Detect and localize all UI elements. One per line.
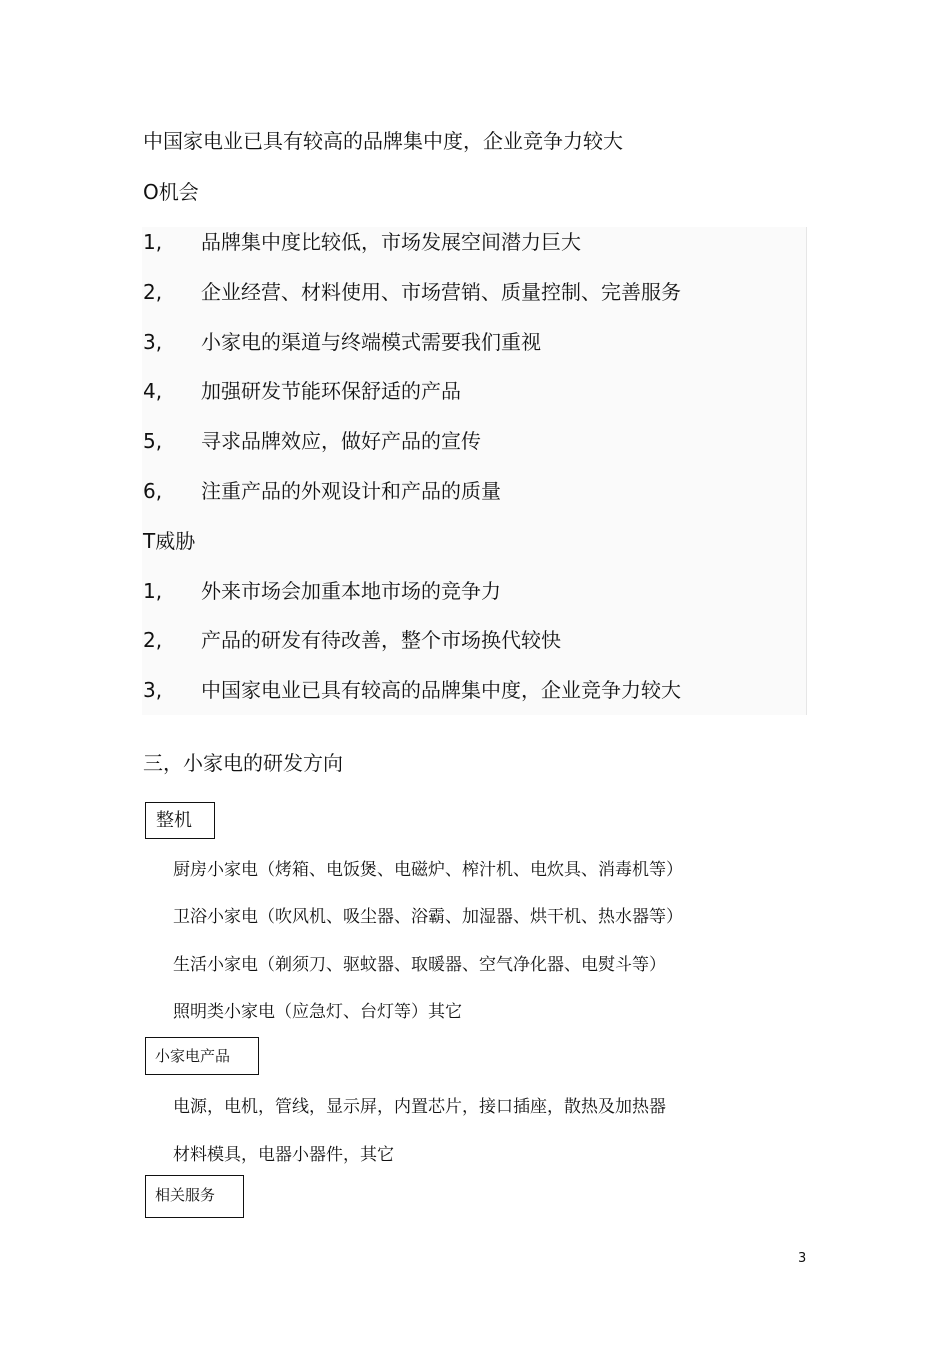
appliance-products-label: 小家电产品	[145, 1037, 259, 1075]
item-text: 注重产品的外观设计和产品的质量	[201, 479, 501, 503]
opportunity-item	[143, 329, 541, 355]
item-number: 3,	[143, 330, 163, 354]
page-number: 3	[798, 1251, 807, 1266]
item-text: 加强研发节能环保舒适的产品	[201, 379, 461, 403]
item-number: 6,	[143, 479, 163, 503]
item-text: 品牌集中度比较低，市场发展空间潜力巨大	[201, 230, 581, 254]
item-number: 2,	[143, 280, 163, 304]
opportunity-item	[143, 229, 581, 255]
threat-item	[143, 677, 681, 703]
item-text: 中国家电业已具有较高的品牌集中度，企业竞争力较大	[201, 678, 681, 702]
threat-item	[143, 578, 501, 604]
opportunity-item	[143, 428, 481, 454]
intro-line: 中国家电业已具有较高的品牌集中度，企业竞争力较大	[143, 129, 623, 153]
item-number: 3,	[143, 678, 163, 702]
section-title: 三，小家电的研发方向	[143, 751, 343, 775]
opportunity-item	[143, 378, 461, 404]
opportunity-item	[143, 279, 681, 305]
appliance-products-line: 电源，电机，管线，显示屏，内置芯片，接口插座，散热及加热器	[173, 1097, 666, 1117]
whole-machine-line: 生活小家电（剃须刀、驱蚊器、取暖器、空气净化器、电熨斗等）	[173, 955, 666, 975]
item-text: 产品的研发有待改善，整个市场换代较快	[201, 628, 561, 652]
whole-machine-label: 整机	[145, 802, 215, 839]
item-number: 4,	[143, 379, 163, 403]
related-services-label: 相关服务	[145, 1175, 244, 1218]
item-text: 寻求品牌效应，做好产品的宣传	[201, 429, 481, 453]
threats-heading: T威胁	[143, 529, 196, 553]
item-text: 外来市场会加重本地市场的竞争力	[201, 579, 501, 603]
whole-machine-line: 厨房小家电（烤箱、电饭煲、电磁炉、榨汁机、电炊具、消毒机等）	[173, 860, 683, 880]
whole-machine-line: 卫浴小家电（吹风机、吸尘器、浴霸、加湿器、烘干机、热水器等）	[173, 907, 683, 927]
item-text: 小家电的渠道与终端模式需要我们重视	[201, 330, 541, 354]
appliance-products-line: 材料模具，电器小器件，其它	[173, 1145, 394, 1165]
item-number: 1,	[143, 230, 163, 254]
whole-machine-line: 照明类小家电（应急灯、台灯等）其它	[173, 1002, 462, 1022]
item-number: 5,	[143, 429, 163, 453]
opportunities-heading: O机会	[143, 180, 199, 204]
item-text: 企业经营、材料使用、市场营销、质量控制、完善服务	[201, 280, 681, 304]
item-number: 1,	[143, 579, 163, 603]
threat-item	[143, 627, 561, 653]
item-number: 2,	[143, 628, 163, 652]
opportunity-item	[143, 478, 501, 504]
